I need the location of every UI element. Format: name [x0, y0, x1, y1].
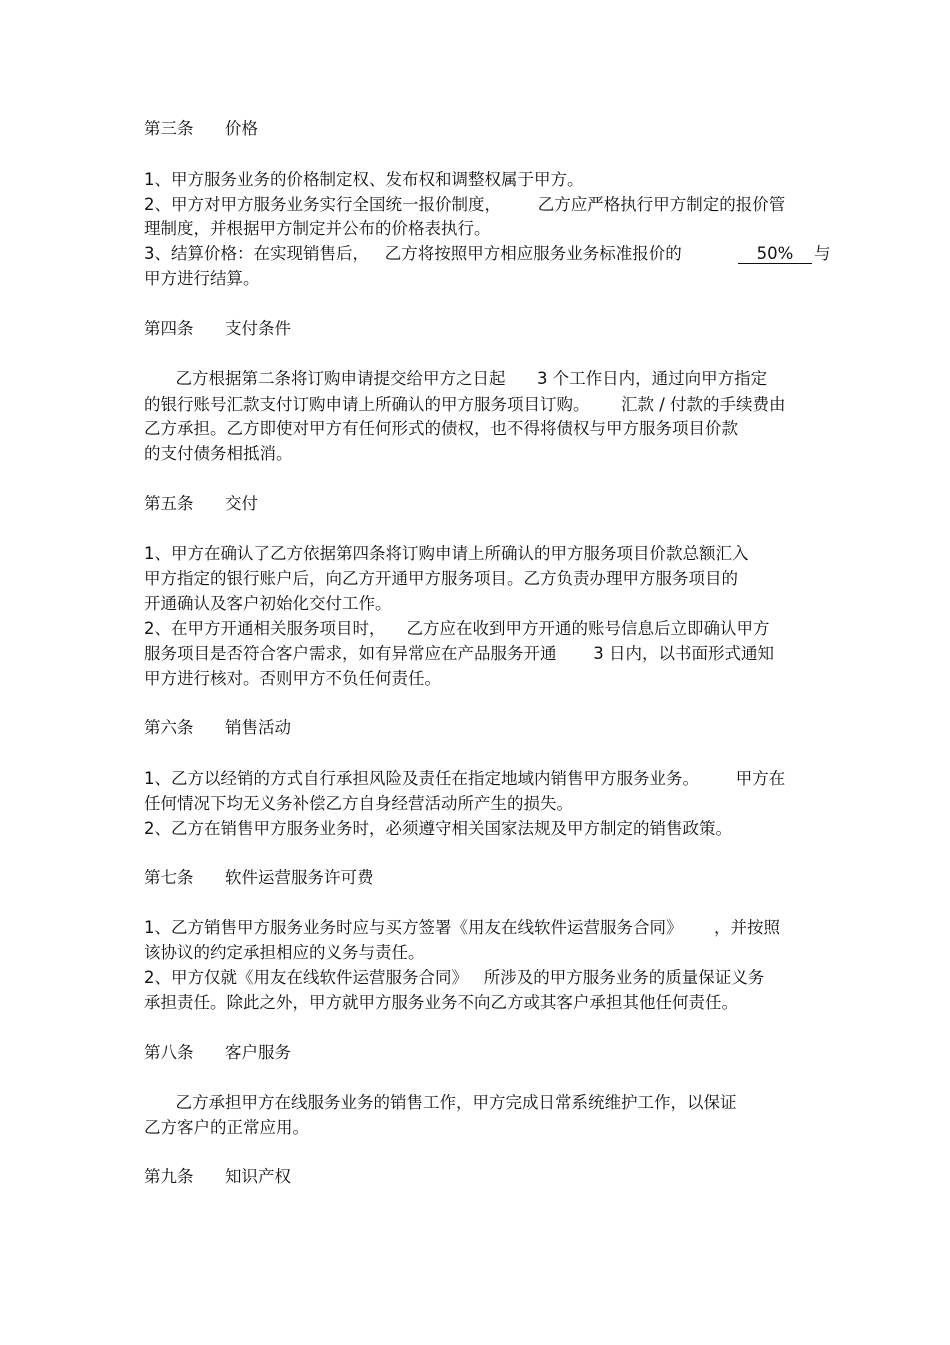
settlement-percent-value: 50% — [738, 245, 812, 264]
section-8-heading: 第八条 客户服务 — [144, 1043, 291, 1062]
section-3-line-4: 3、结算价格：在实现销售后， 乙方将按照甲方相应服务业务标准报价的 — [144, 244, 682, 263]
section-3-line-2: 2、甲方对甲方服务业务实行全国统一报价制度， 乙方应严格执行甲方制定的报价管 — [144, 195, 786, 214]
section-8-line-1: 乙方承担甲方在线服务业务的销售工作，甲方完成日常系统维护工作，以保证 — [144, 1093, 737, 1112]
section-3-line-5: 甲方进行结算。 — [144, 269, 260, 288]
section-5-line-1: 1、甲方在确认了乙方依据第四条将订购申请上所确认的甲方服务项目价款总额汇入 — [144, 544, 749, 563]
section-7-heading: 第七条 软件运营服务许可费 — [144, 868, 374, 887]
section-5-line-6: 甲方进行核对。否则甲方不负任何责任。 — [144, 669, 441, 688]
section-6-line-3: 2、乙方在销售甲方服务业务时，必须遵守相关国家法规及甲方制定的销售政策。 — [144, 819, 732, 838]
section-5-line-5: 服务项目是否符合客户需求，如有异常应在产品服务开通 3 日内，以书面形式通知 — [144, 644, 774, 663]
section-7-line-3: 2、甲方仅就《用友在线软件运营服务合同》 所涉及的甲方服务业务的质量保证义务 — [144, 968, 765, 987]
section-4-line-2: 的银行账号汇款支付订购申请上所确认的甲方服务项目订购。 汇款 / 付款的手续费由 — [144, 395, 786, 414]
section-4-line-3: 乙方承担。乙方即使对甲方有任何形式的债权，也不得将债权与甲方服务项目价款 — [144, 419, 738, 438]
section-3-line-3: 理制度，并根据甲方制定并公布的价格表执行。 — [144, 219, 491, 238]
section-5-line-4: 2、在甲方开通相关服务项目时， 乙方应在收到甲方开通的账号信息后立即确认甲方 — [144, 619, 770, 638]
section-3-heading: 第三条 价格 — [144, 119, 258, 138]
section-5-heading: 第五条 交付 — [144, 494, 258, 513]
section-6-line-1: 1、乙方以经销的方式自行承担风险及责任在指定地域内销售甲方服务业务。 甲方在 — [144, 769, 786, 788]
settlement-percent — [738, 243, 812, 265]
section-7-line-1: 1、乙方销售甲方服务业务时应与买方签署《用友在线软件运营服务合同》 ，并按照 — [144, 918, 780, 937]
section-6-line-2: 任何情况下均无义务补偿乙方自身经营活动所产生的损失。 — [144, 794, 573, 813]
section-4-line-1: 乙方根据第二条将订购申请提交给甲方之日起 3 个工作日内，通过向甲方指定 — [144, 369, 768, 388]
section-8-line-2: 乙方客户的正常应用。 — [144, 1118, 309, 1137]
section-5-line-3: 开通确认及客户初始化交付工作。 — [144, 594, 392, 613]
section-3-line-1: 1、甲方服务业务的价格制定权、发布权和调整权属于甲方。 — [144, 170, 584, 189]
section-6-heading: 第六条 销售活动 — [144, 718, 291, 737]
section-9-heading: 第九条 知识产权 — [144, 1167, 291, 1186]
section-4-line-4: 的支付债务相抵消。 — [144, 444, 293, 463]
section-4-heading: 第四条 支付条件 — [144, 319, 291, 338]
settlement-tail: 与 — [814, 244, 831, 263]
section-5-line-2: 甲方指定的银行账户后，向乙方开通甲方服务项目。乙方负责办理甲方服务项目的 — [144, 569, 738, 588]
section-7-line-4: 承担责任。除此之外，甲方就甲方服务业务不向乙方或其客户承担其他任何责任。 — [144, 993, 738, 1012]
section-7-line-2: 该协议的约定承担相应的义务与责任。 — [144, 943, 425, 962]
